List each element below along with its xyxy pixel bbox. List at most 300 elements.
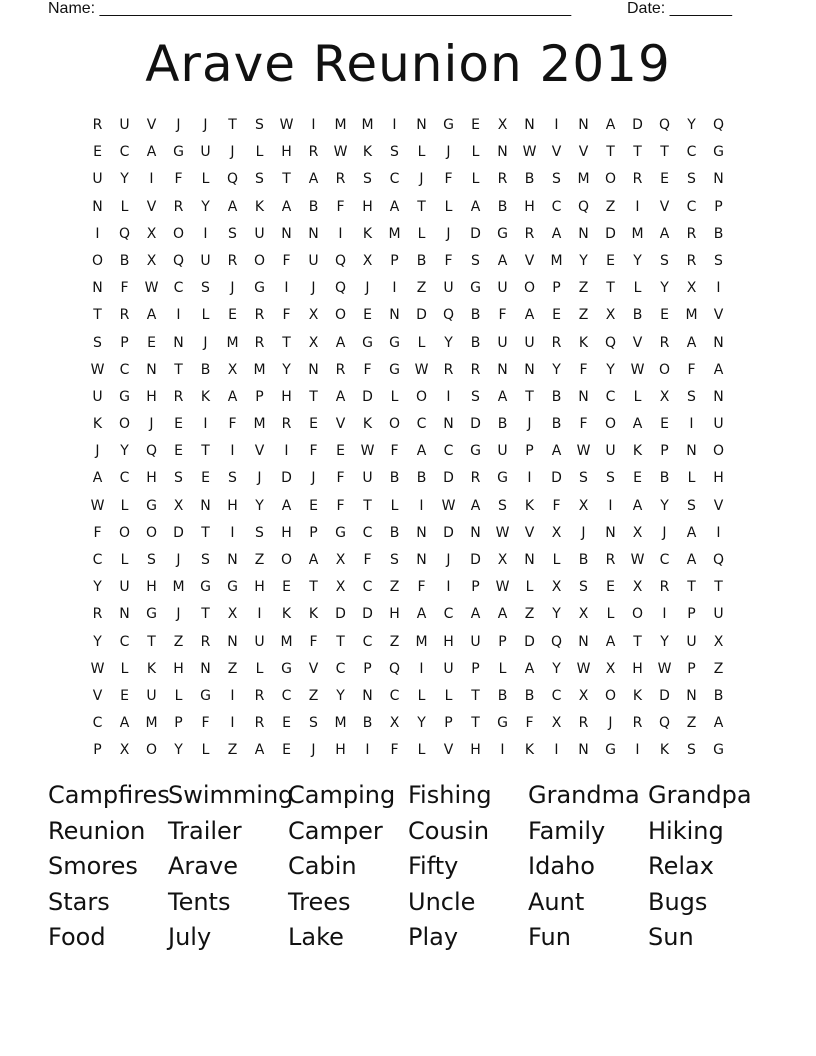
grid-letter: X [362,252,373,269]
grid-letter: Z [524,606,535,623]
grid-letter: N [173,334,184,351]
grid-letter: F [336,470,345,487]
grid-letter: X [119,742,130,759]
grid-letter: S [390,144,399,161]
grid-letter: Y [687,117,696,133]
grid-letter: X [605,307,616,324]
grid-letter: W [630,552,645,568]
grid-letter: E [606,579,615,596]
grid-letter: H [173,660,184,677]
grid-letter: C [551,198,562,215]
grid-letter: B [551,416,562,433]
grid-letter: C [173,280,184,297]
grid-letter: Y [93,579,102,596]
grid-letter: U [146,687,157,704]
grid-letter: K [254,198,265,215]
grid-letter: Y [174,742,183,759]
grid-letter: J [176,117,181,133]
grid-letter: C [416,416,427,433]
grid-letter: J [95,443,100,460]
header-line [48,0,748,20]
date-field[interactable]: Date: _______ [627,0,732,17]
grid-letter: R [173,388,184,405]
grid-letter: W [495,579,510,596]
grid-letter: E [552,307,561,324]
grid-letter: H [713,470,724,487]
grid-letter: U [713,416,724,433]
word-bank-item: Sun [648,923,694,952]
grid-letter: V [659,198,670,215]
word-bank-item: Idaho [528,852,595,881]
grid-letter: A [470,497,481,514]
grid-letter: T [471,687,480,704]
grid-letter: H [146,470,157,487]
grid-letter: B [416,252,427,269]
grid-letter: N [227,633,238,650]
grid-letter: I [689,416,694,433]
grid-letter: H [389,606,400,623]
grid-letter: I [230,524,235,541]
grid-letter: L [444,198,453,215]
grid-letter: M [415,633,428,650]
grid-letter: I [284,443,289,460]
grid-letter: V [713,497,724,514]
grid-letter: F [336,198,345,215]
grid-letter: U [200,252,211,269]
grid-letter: E [282,715,291,732]
grid-letter: L [174,687,183,704]
word-bank-item: Uncle [408,887,476,916]
grid-letter: Y [255,497,264,514]
grid-letter: U [443,660,454,677]
grid-letter: O [658,361,671,378]
grid-letter: I [635,742,640,759]
grid-letter: A [686,552,697,568]
grid-letter: A [470,606,481,623]
grid-letter: L [633,280,642,297]
word-bank-item: Reunion [48,816,146,845]
grid-letter: E [471,117,480,133]
grid-letter: F [201,715,210,732]
grid-letter: Y [201,198,210,215]
grid-letter: U [254,633,265,650]
grid-letter: T [336,633,345,650]
grid-letter: A [551,225,562,242]
grid-letter: G [146,606,157,623]
word-bank-item: Grandpa [648,781,752,809]
grid-letter: U [497,334,508,351]
word-bank-item: Campfires [48,781,170,809]
grid-letter: J [203,117,208,133]
grid-letter: D [470,416,481,433]
grid-letter: A [605,117,616,133]
grid-letter: G [713,144,724,161]
grid-letter: B [200,361,211,378]
grid-letter: N [713,334,724,351]
grid-letter: X [551,579,562,596]
grid-letter: P [714,198,723,215]
grid-letter: C [281,687,292,704]
grid-letter: A [308,552,319,568]
grid-letter: E [174,416,183,433]
grid-letter: K [632,687,643,704]
grid-letter: J [257,470,262,487]
grid-letter: Q [145,443,158,460]
grid-letter: R [254,687,265,704]
grid-letter: D [443,470,454,487]
grid-letter: H [524,198,535,215]
name-field[interactable]: Name: _____________________________________________________ [48,0,572,17]
grid-letter: P [444,715,453,732]
grid-letter: A [551,443,562,460]
grid-letter: B [497,416,508,433]
grid-letter: G [254,280,265,297]
grid-letter: Q [334,252,347,269]
grid-letter: W [414,361,429,378]
word-bank-item: Aunt [528,887,585,916]
grid-letter: G [470,280,481,297]
grid-letter: F [174,171,183,188]
grid-letter: N [119,606,130,623]
grid-letter: W [360,443,375,460]
grid-letter: W [630,361,645,378]
grid-letter: L [606,606,615,623]
grid-letter: L [120,552,129,568]
word-bank-item: Fifty [408,852,459,881]
grid-letter: G [146,497,157,514]
grid-letter: L [255,660,264,677]
grid-letter: X [173,497,184,514]
word-bank-item: Tents [168,887,231,916]
word-bank-item: July [168,923,212,952]
grid-letter: T [309,579,318,596]
grid-letter: I [527,470,532,487]
grid-letter: O [604,687,617,704]
grid-letter: Z [713,660,724,677]
word-bank-item: Camping [288,781,396,809]
grid-letter: X [146,225,157,242]
grid-letter: D [335,606,346,623]
grid-letter: F [309,443,318,460]
grid-letter: R [308,144,319,161]
grid-letter: J [311,280,316,297]
grid-letter: A [659,225,670,242]
grid-letter: I [716,280,721,297]
grid-letter: L [120,198,129,215]
grid-letter: K [362,144,373,161]
grid-letter: T [93,307,102,324]
grid-letter: N [308,225,319,242]
grid-letter: I [95,225,100,242]
grid-letter: U [605,443,616,460]
grid-letter: N [713,388,724,405]
grid-letter: V [92,687,103,704]
grid-letter: A [470,198,481,215]
grid-letter: U [470,633,481,650]
grid-letter: R [686,252,697,269]
grid-letter: S [687,497,696,514]
grid-letter: A [227,388,238,405]
grid-letter: A [92,470,103,487]
grid-letter: S [498,497,507,514]
grid-letter: G [362,334,373,351]
grid-letter: X [308,307,319,324]
grid-letter: R [443,361,454,378]
grid-letter: L [201,307,210,324]
grid-letter: M [361,117,374,133]
grid-letter: Q [388,660,401,677]
grid-letter: S [687,388,696,405]
grid-letter: L [417,687,426,704]
grid-letter: L [633,388,642,405]
grid-letter: U [200,144,211,161]
word-bank-item: Family [528,816,606,845]
grid-letter: N [362,687,373,704]
grid-letter: F [687,361,696,378]
grid-letter: X [713,633,724,650]
grid-letter: Q [118,225,131,242]
grid-letter: L [417,742,426,759]
grid-letter: U [524,334,535,351]
grid-letter: L [255,144,264,161]
grid-letter: F [444,171,453,188]
grid-letter: R [335,361,346,378]
grid-letter: R [470,470,481,487]
grid-letter: P [471,660,480,677]
grid-letter: C [362,633,373,650]
grid-letter: A [713,361,724,378]
grid-letter: D [362,606,373,623]
grid-letter: P [660,443,669,460]
grid-letter: K [92,416,103,433]
grid-letter: R [335,171,346,188]
grid-letter: Q [712,117,725,133]
grid-letter: N [524,361,535,378]
grid-letter: B [497,687,508,704]
grid-letter: P [687,660,696,677]
grid-letter: M [550,252,563,269]
grid-letter: X [578,687,589,704]
grid-letter: R [470,361,481,378]
grid-letter: F [579,416,588,433]
grid-letter: R [659,579,670,596]
grid-letter: F [93,524,102,541]
grid-letter: V [551,144,562,161]
grid-letter: M [685,307,698,324]
grid-letter: R [524,225,535,242]
grid-letter: R [173,198,184,215]
grid-letter: X [146,252,157,269]
grid-letter: G [605,742,616,759]
grid-letter: I [257,606,262,623]
grid-letter: V [146,117,157,133]
grid-letter: O [712,443,725,460]
grid-letter: L [417,225,426,242]
grid-letter: Y [579,252,588,269]
grid-letter: L [390,388,399,405]
grid-letter: J [176,552,181,568]
grid-letter: G [200,579,211,596]
grid-letter: H [281,144,292,161]
grid-letter: Y [552,660,561,677]
grid-letter: Q [577,198,590,215]
grid-letter: J [581,524,586,541]
grid-letter: A [605,633,616,650]
grid-letter: B [416,470,427,487]
grid-letter: Z [254,552,265,568]
grid-letter: R [281,416,292,433]
grid-letter: D [632,117,643,133]
grid-letter: T [471,715,480,732]
grid-letter: W [279,117,294,133]
grid-letter: I [716,524,721,541]
grid-letter: F [552,497,561,514]
grid-letter: O [118,416,131,433]
grid-letter: C [335,660,346,677]
grid-letter: W [495,524,510,541]
grid-letter: B [389,470,400,487]
grid-letter: J [419,171,424,188]
grid-letter: X [686,280,697,297]
grid-letter: I [500,742,505,759]
grid-letter: I [230,443,235,460]
grid-letter: T [525,388,534,405]
grid-letter: I [419,660,424,677]
grid-letter: W [576,443,591,460]
grid-letter: S [606,470,615,487]
grid-letter: X [227,606,238,623]
grid-letter: R [659,334,670,351]
grid-letter: N [578,742,589,759]
grid-letter: N [578,388,589,405]
grid-letter: Q [712,552,725,568]
grid-letter: L [390,497,399,514]
grid-letter: U [92,388,103,405]
grid-letter: J [230,144,235,161]
grid-letter: J [446,144,451,161]
grid-letter: P [525,443,534,460]
grid-letter: V [308,660,319,677]
word-bank-item: Fishing [408,781,492,809]
grid-letter: M [226,334,239,351]
grid-letter: O [415,388,428,405]
word-bank-item: Cousin [408,816,490,845]
grid-letter: N [308,361,319,378]
grid-letter: N [497,144,508,161]
grid-letter: W [441,497,456,514]
grid-letter: M [280,633,293,650]
grid-letter: M [253,361,266,378]
grid-letter: A [389,198,400,215]
grid-letter: D [443,524,454,541]
grid-letter: S [228,470,237,487]
grid-letter: E [336,443,345,460]
grid-letter: G [173,144,184,161]
grid-letter: Z [308,687,319,704]
grid-letter: N [578,117,589,133]
grid-letter: C [119,144,130,161]
grid-letter: U [254,225,265,242]
grid-letter: Y [336,687,345,704]
grid-letter: L [201,171,210,188]
grid-letter: N [389,307,400,324]
grid-letter: S [471,388,480,405]
grid-letter: Q [658,117,671,133]
grid-letter: H [443,633,454,650]
grid-letter: S [255,524,264,541]
grid-letter: V [713,307,724,324]
grid-letter: F [309,633,318,650]
grid-letter: S [552,171,561,188]
grid-letter: G [497,715,508,732]
word-bank-item: Smores [48,852,138,881]
grid-letter: I [446,388,451,405]
grid-letter: N [92,280,103,297]
grid-letter: A [146,307,157,324]
grid-letter: M [253,416,266,433]
grid-letter: Z [605,198,616,215]
grid-letter: C [119,633,130,650]
grid-letter: T [282,334,291,351]
grid-letter: X [605,660,616,677]
grid-letter: C [686,198,697,215]
grid-letter: J [608,715,613,732]
grid-letter: N [713,171,724,188]
grid-letter: R [497,171,508,188]
grid-letter: Q [172,252,185,269]
grid-letter: D [470,225,481,242]
grid-letter: R [686,225,697,242]
grid-letter: N [146,361,157,378]
grid-letter: A [497,388,508,405]
grid-letter: N [605,524,616,541]
grid-letter: P [174,715,183,732]
grid-letter: H [146,579,157,596]
grid-letter: X [578,497,589,514]
grid-letter: Y [417,715,426,732]
grid-letter: X [578,606,589,623]
grid-letter: I [338,225,343,242]
grid-letter: C [92,715,103,732]
grid-letter: C [443,606,454,623]
grid-letter: G [335,524,346,541]
grid-letter: U [119,579,130,596]
grid-letter: L [552,552,561,568]
grid-letter: F [390,742,399,759]
grid-letter: T [687,579,696,596]
grid-letter: N [578,225,589,242]
grid-letter: A [416,606,427,623]
grid-letter: H [335,742,346,759]
grid-letter: B [389,524,400,541]
grid-letter: L [498,660,507,677]
grid-letter: A [497,606,508,623]
grid-letter: D [524,633,535,650]
word-bank-item: Food [48,923,106,952]
grid-letter: Q [658,715,671,732]
grid-letter: E [174,443,183,460]
grid-letter: A [254,742,265,759]
grid-letter: A [497,252,508,269]
grid-letter: T [228,117,237,133]
grid-letter: X [632,579,643,596]
word-bank-item: Trees [288,887,351,916]
grid-letter: I [392,280,397,297]
grid-letter: J [527,416,532,433]
grid-letter: E [660,307,669,324]
grid-letter: H [281,388,292,405]
grid-letter: X [389,715,400,732]
